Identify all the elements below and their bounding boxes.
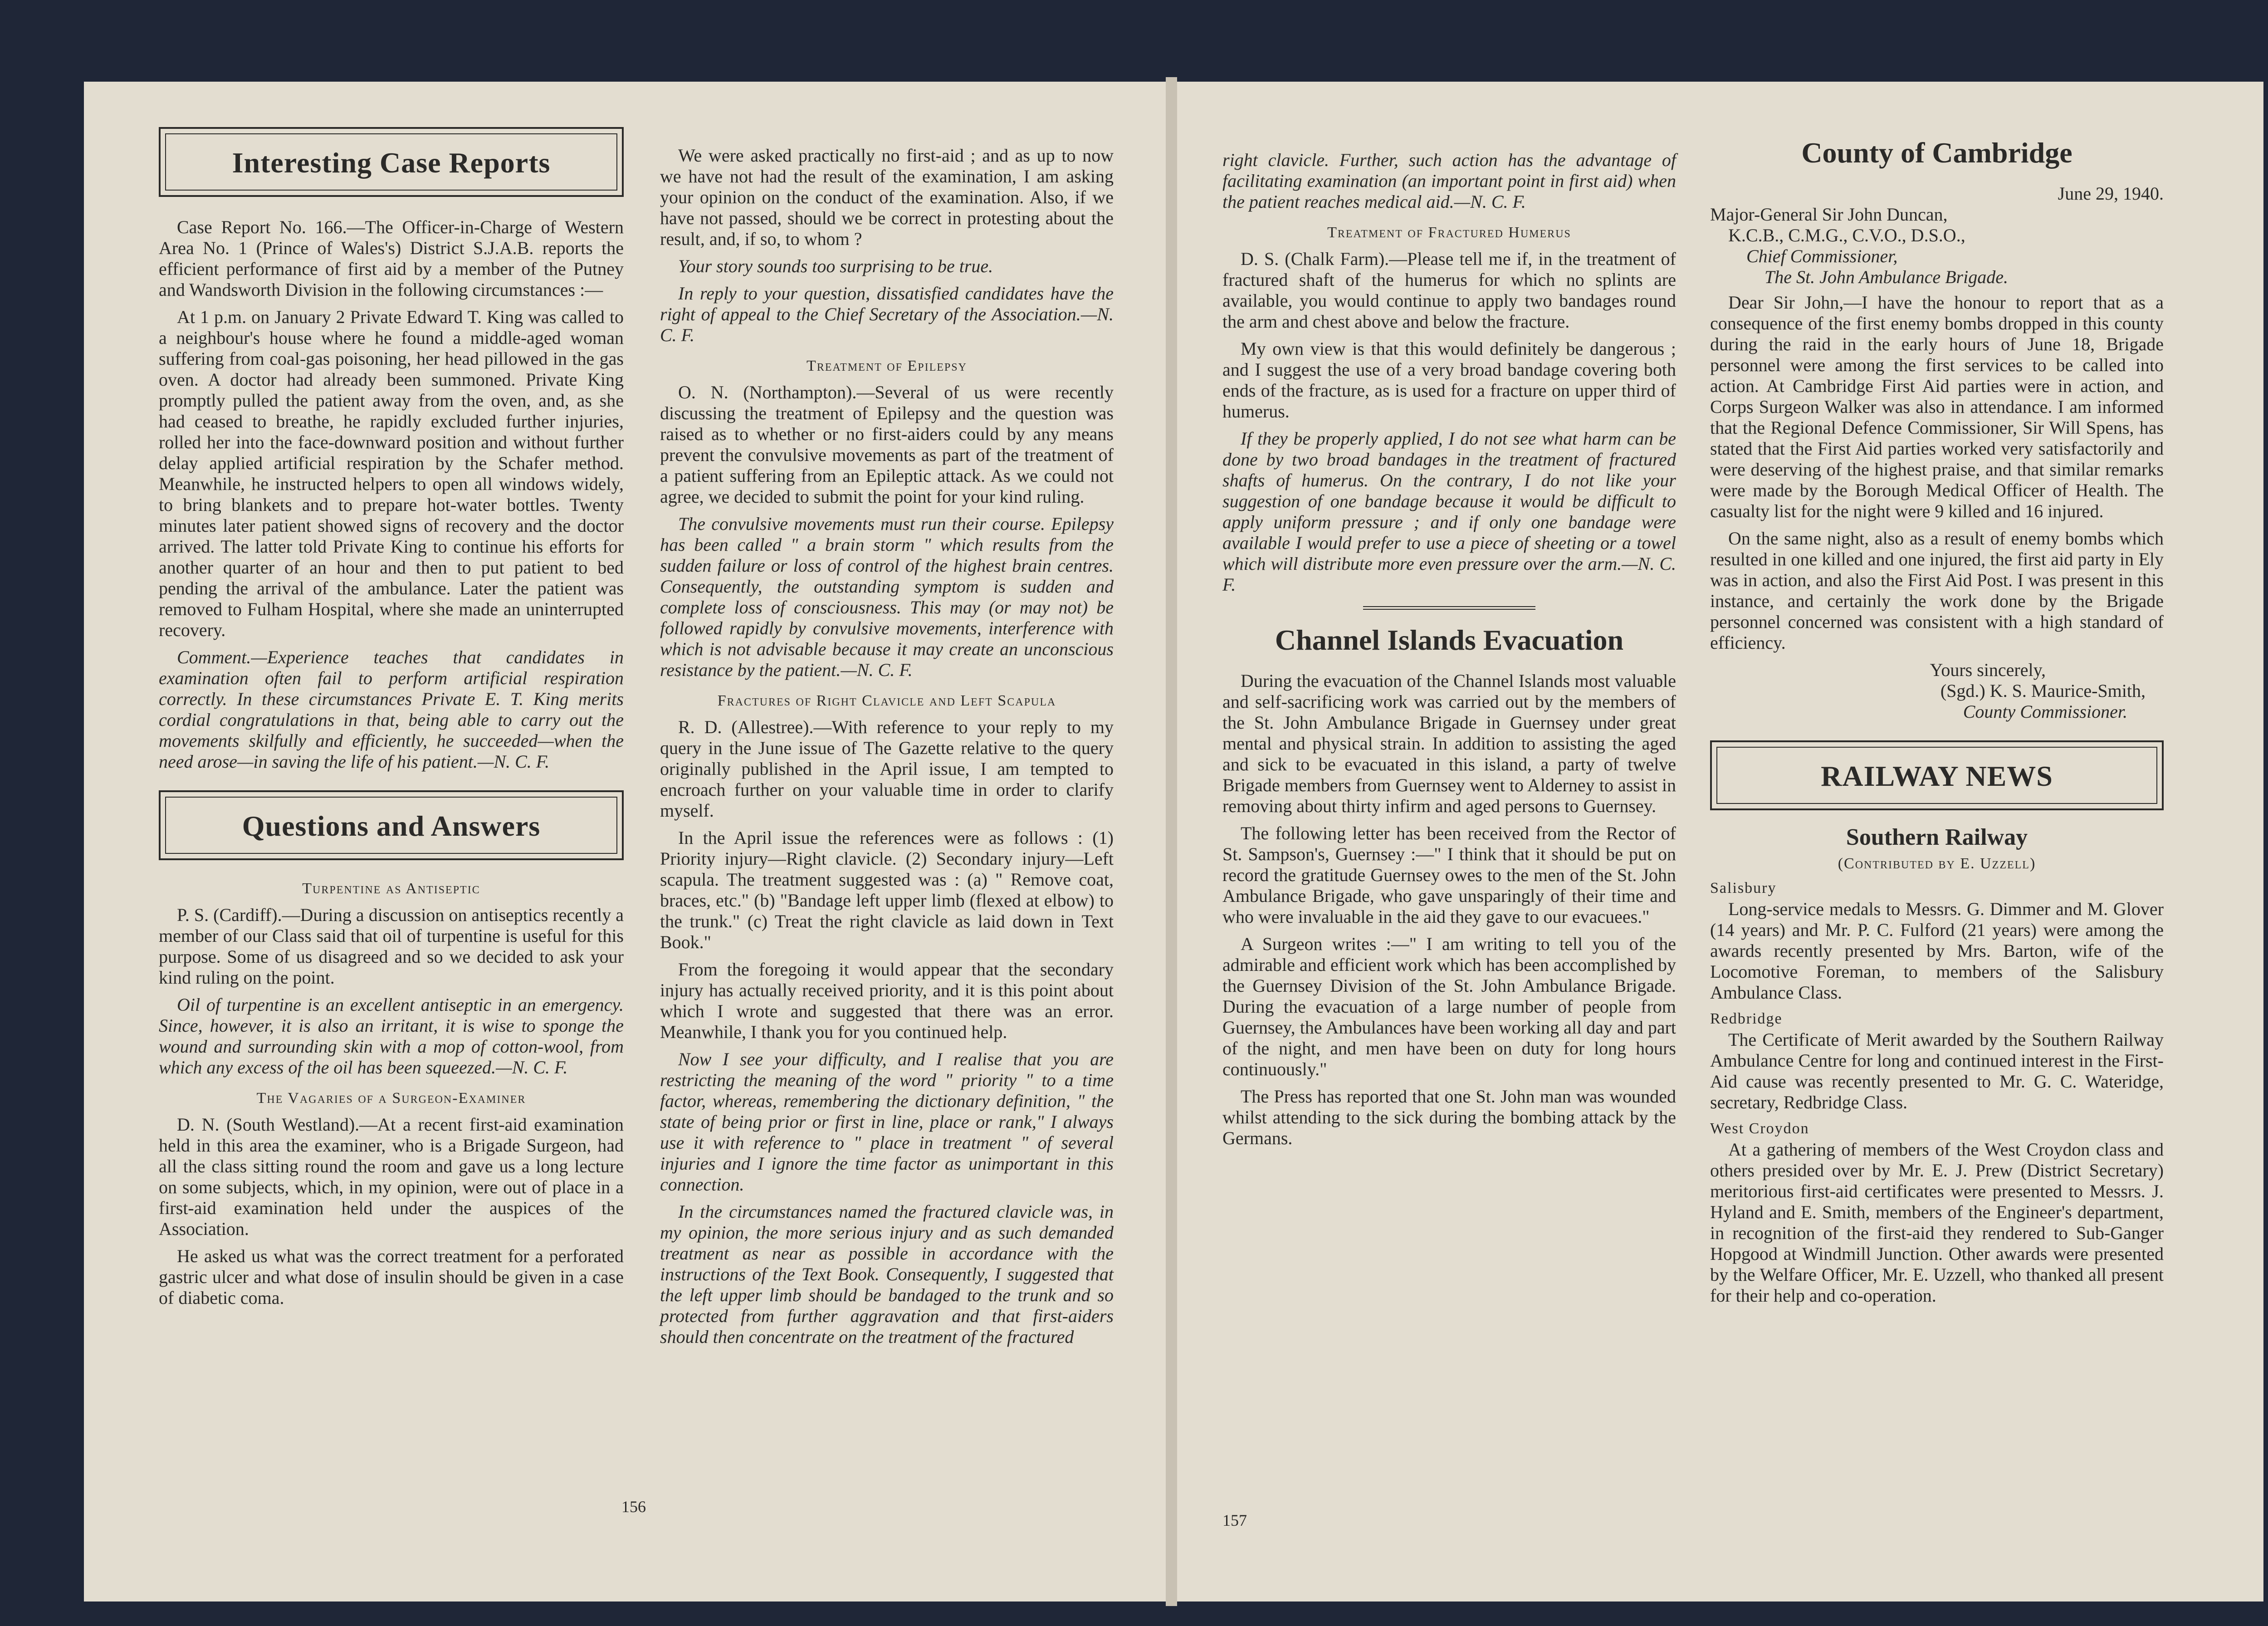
- case-report-paragraph-2: At 1 p.m. on January 2 Private Edward T. King was called to a neighbour's house where he found a middle-aged woman suffering from coal-gas poisoning, her head pillowed in the gas oven. A doctor had already been summoned. Private King promptly pulled the patient away from the oven, and, as she had ceased to breathe, he rapidly excluded further injuries, rolled her into the face-downward position and without further delay applied artificial respiration by the Schafer method. Meanwhile, he instructed helpers to open all windows widely, to bring blankets and to prepare hot-water bottles. Twenty minutes later patient showed signs of recovery and the doctor arrived. The latter told Private King to continue his efforts for another quarter of an hour and then to put patient to bed pending the arrival of the ambulance. Later the patient was removed to Fulham Hospital, where she made an uninterrupted recovery.: [159, 307, 624, 640]
- turpentine-question: P. S. (Cardiff).—During a discussion on antiseptics recently a member of our Class said that oil of turpentine is useful for this purpose. Some of us disagreed and so we decided to ask your kind ruling on the point.: [159, 905, 624, 988]
- fractures-answer-1: Now I see your difficulty, and I realise that you are restricting the meaning of the word " priority " to a time factor, whereas, remembering the dictionary definition, " the state of being prior or first in line, place or rank," I always use it with reference to " place in treatment " of several injuries and I ignore the time factor as unimportant in this connection.: [660, 1049, 1114, 1195]
- vagaries-paragraph-3: We were asked practically no first-aid ; and as up to now we have not had the result of the examination, I am asking your opinion on the conduct of the examination. Also, if we have not passed, should we be correct in protesting about the result, and, if so, to whom ?: [660, 145, 1114, 249]
- right-page: [1177, 82, 2263, 1602]
- qa-heading: Questions and Answers: [165, 797, 617, 854]
- signature-line-3: County Commissioner.: [1963, 701, 2127, 722]
- cambridge-paragraph-2: On the same night, also as a result of enemy bombs which resulted in one killed and one injured, the first aid party in Ely was in action, and also the First Aid Post. I was present in this instance, and certainly the work done by the Brigade personnel concerned was consistent with a high standard of efficiency.: [1710, 528, 2164, 653]
- vagaries-answer-2: In reply to your question, dissatisfied candidates have the right of appeal to the Chief Secretary of the Association.—N. C. F.: [660, 283, 1114, 345]
- cambridge-paragraph-1: Dear Sir John,—I have the honour to report that as a consequence of the first enemy bombs dropped in this county during the raid in the early hours of June 18, Brigade personnel were among the first services to be called into action. At Cambridge First Aid parties were in action, and Corps Surgeon Walker was also in attendance. I am informed that the Regional Defence Commissioner, Sir Will Spens, has stated that the First Aid parties worked very satisfactorily and were deserving of the highest praise, and that similar remarks were made by the Borough Medical Officer of Health. The casualty list for the night were 9 killed and 16 injured.: [1710, 292, 2164, 521]
- vagaries-paragraph-1: D. N. (South Westland).—At a recent first-aid examination held in this area the examiner, who is a Brigade Surgeon, had all the class sitting round the room and gave us a long lecture on some subjects, which, in my opinion, were out of place in a first-aid examination held under the auspices of the Association.: [159, 1114, 624, 1239]
- contributed-by: (Contributed by E. Uzzell): [1838, 855, 2036, 872]
- left-column-1: [159, 127, 624, 1315]
- case-report-paragraph-1: Case Report No. 166.—The Officer-in-Charge of Western Area No. 1 (Prince of Wales's) District S.J.A.B. reports the efficient performance of first aid by a member of the Putney and Wandsworth Division in the following circumstances :—: [159, 217, 624, 300]
- channel-paragraph-2: The following letter has been received from the Rector of St. Sampson's, Guernsey :—" I think that it should be put on record the gratitude Guernsey owes to the men of the St. John Ambulance Brigade, who gave unsparingly of their time and who were invaluable in the aid they gave to our evacuees.": [1222, 823, 1676, 927]
- railway-heading-box: [1710, 740, 2164, 810]
- channel-paragraph-3: A Surgeon writes :—" I am writing to tell you of the admirable and efficient work which has been accomplished by the Guernsey Division of the St. John Ambulance Brigade. During the evacuation of a large number of people from Guernsey, the Ambulances have been working all day and part of the night, and men have been on duty for long hours continuously.": [1222, 934, 1676, 1079]
- railway-heading: RAILWAY NEWS: [1716, 747, 2157, 804]
- vagaries-subheading: The Vagaries of a Surgeon-Examiner: [256, 1090, 526, 1107]
- humerus-answer: If they be properly applied, I do not see what harm can be done by two broad bandages in the treatment of fractured shafts of humerus. On the contrary, I do not like your suggestion of one bandage because it would be difficult to apply uniform pressure ; and if only one bandage were available I would prefer to use a piece of sheeting or a towel which will distribute more even pressure over the arm.—N. C. F.: [1222, 428, 1676, 595]
- humerus-subheading: Treatment of Fractured Humerus: [1327, 224, 1571, 241]
- letter-address-3: Chief Commissioner,: [1746, 246, 1898, 266]
- case-report-comment: Comment.—Experience teaches that candidates in examination often fail to perform artificial respiration correctly. In these circumstances Private E. T. King merits cordial congratulations in that, being able to carry out the movements skilfully and efficiently, he succeeded—when the need arose—in saving the life of his patient.—N. C. F.: [159, 647, 624, 772]
- letter-address-4: The St. John Ambulance Brigade.: [1765, 267, 2008, 287]
- letter-address-2: K.C.B., C.M.G., C.V.O., D.S.O.,: [1728, 225, 1965, 245]
- signature-line-2: (Sgd.) K. S. Maurice-Smith,: [1940, 681, 2146, 701]
- epilepsy-question: O. N. (Northampton).—Several of us were recently discussing the treatment of Epilepsy and the question was raised as to whether or no first-aiders could by any means prevent the convulsive movements as part of the treatment of a patient suffering from an Epileptic attack. As we could not agree, we decided to submit the point for your kind ruling.: [660, 382, 1114, 507]
- left-column-2: [660, 145, 1114, 1354]
- redbridge-paragraph: The Certificate of Merit awarded by the Southern Railway Ambulance Centre for long and continued interest in the First-Aid cause was recently presented to Mr. G. C. Wateridge, secretary, Redbridge Class.: [1710, 1029, 2164, 1112]
- page-number-right: 157: [1222, 1511, 1247, 1529]
- place-redbridge: Redbridge: [1710, 1010, 1783, 1027]
- channel-islands-heading: Channel Islands Evacuation: [1275, 624, 1624, 656]
- letter-address-1: Major-General Sir John Duncan,: [1710, 204, 1948, 225]
- salisbury-paragraph: Long-service medals to Messrs. G. Dimmer and M. Glover (14 years) and Mr. P. C. Fulford (21 years) were among the awards recently presented by Mrs. Barton, wife of the Locomotive Foreman, to members of the Salisbury Ambulance Class.: [1710, 899, 2164, 1003]
- fractures-answer-continued: right clavicle. Further, such action has the advantage of facilitating examination (an important point in first aid) when the patient reaches medical aid.—N. C. F.: [1222, 150, 1676, 212]
- left-page: [84, 82, 1166, 1602]
- humerus-question-1: D. S. (Chalk Farm).—Please tell me if, in the treatment of fractured shaft of the humerus for which no splints are available, you would continue to apply two bandages round the arm and chest above and below the fracture.: [1222, 249, 1676, 332]
- fractures-paragraph-2: In the April issue the references were as follows : (1) Priority injury—Right clavicle. (2) Secondary injury—Left scapula. The treatment suggested was : (a) " Remove coat, braces, etc." (b) "Bandage left upper limb (flexed at elbow) to the trunk." (c) Treat the right clavicle as laid down in Text Book.": [660, 828, 1114, 952]
- right-column-1: [1222, 150, 1676, 1155]
- case-reports-heading: Interesting Case Reports: [165, 133, 617, 191]
- letter-date: June 29, 1940.: [2058, 183, 2164, 204]
- section-divider: [1363, 606, 1535, 610]
- fractures-paragraph-3: From the foregoing it would appear that the secondary injury has actually received priority, and it is this point about which I wrote and suggested that there was an error. Meanwhile, I thank you for you continued help.: [660, 959, 1114, 1042]
- fractures-subheading: Fractures of Right Clavicle and Left Scapula: [717, 692, 1056, 709]
- turpentine-subheading: Turpentine as Antiseptic: [302, 880, 480, 897]
- page-number-left: 156: [621, 1498, 646, 1516]
- cambridge-heading: County of Cambridge: [1801, 137, 2072, 169]
- right-column-2: [1710, 136, 2164, 1313]
- humerus-question-2: My own view is that this would definitely be dangerous ; and I suggest the use of a very broad bandage covering both ends of the fracture, as is used for a fracture on upper third of humerus.: [1222, 338, 1676, 421]
- fractures-answer-2: In the circumstances named the fractured clavicle was, in my opinion, the more serious injury and as such demanded treatment as near as possible in accordance with the instructions of the Text Book. Consequently, I suggested that the left upper limb should be bandaged to the trunk and so protected from further aggravation and that first-aiders should then concentrate on the treatment of the fractured: [660, 1201, 1114, 1347]
- channel-paragraph-1: During the evacuation of the Channel Islands most valuable and self-sacrificing work was carried out by the members of the St. John Ambulance Brigade in Guernsey under great mental and physical strain. In addition to assisting the aged and sick to be evacuated in this island, a party of twelve Brigade members from Guernsey went to Alderney to assist in removing about thirty infirm and aged persons to Guernsey.: [1222, 671, 1676, 816]
- place-west-croydon: West Croydon: [1710, 1120, 1809, 1137]
- qa-heading-box: [159, 790, 624, 860]
- turpentine-answer: Oil of turpentine is an excellent antiseptic in an emergency. Since, however, it is also an irritant, it is wise to sponge the wound and surrounding skin with a mop of cotton-wool, from which any excess of the oil has been squeezed.—N. C. F.: [159, 994, 624, 1077]
- epilepsy-subheading: Treatment of Epilepsy: [807, 358, 967, 374]
- fractures-paragraph-1: R. D. (Allestree).—With reference to your reply to my query in the June issue of The Gazette relative to the query originally published in the April issue, I am tempted to encroach further on your valuable time in order to clarify myself.: [660, 717, 1114, 821]
- place-salisbury: Salisbury: [1710, 880, 1777, 896]
- channel-paragraph-4: The Press has reported that one St. John man was wounded whilst attending to the sick during the bombing attack by the Germans.: [1222, 1086, 1676, 1148]
- vagaries-answer-1: Your story sounds too surprising to be true.: [678, 256, 993, 276]
- vagaries-paragraph-2: He asked us what was the correct treatment for a perforated gastric ulcer and what dose of insulin should be given in a case of diabetic coma.: [159, 1246, 624, 1308]
- southern-railway-heading: Southern Railway: [1846, 824, 2028, 850]
- signature-line-1: Yours sincerely,: [1930, 660, 2046, 680]
- west-croydon-paragraph: At a gathering of members of the West Croydon class and others presided over by Mr. E. J. Prew (District Secretary) meritorious first-aid certificates were presented to Messrs. J. Hyland and E. Smith, members of the Engineer's department, in recognition of the first-aid they rendered to Sub-Ganger Hopgood at Windmill Junction. Other awards were presented by the Welfare Officer, Mr. E. Uzzell, who thanked all present for their help and co-operation.: [1710, 1139, 2164, 1306]
- case-reports-heading-box: [159, 127, 624, 197]
- epilepsy-answer: The convulsive movements must run their course. Epilepsy has been called " a brain storm " which results from the sudden failure or loss of control of the highest brain centres. Consequently, the outstanding symptom is sudden and complete loss of consciousness. This may (or may not) be followed rapidly by convulsive movements, interference with which is not advisable because it may create an unconscious resistance by the patient.—N. C. F.: [660, 514, 1114, 680]
- book-spine: [1166, 77, 1177, 1606]
